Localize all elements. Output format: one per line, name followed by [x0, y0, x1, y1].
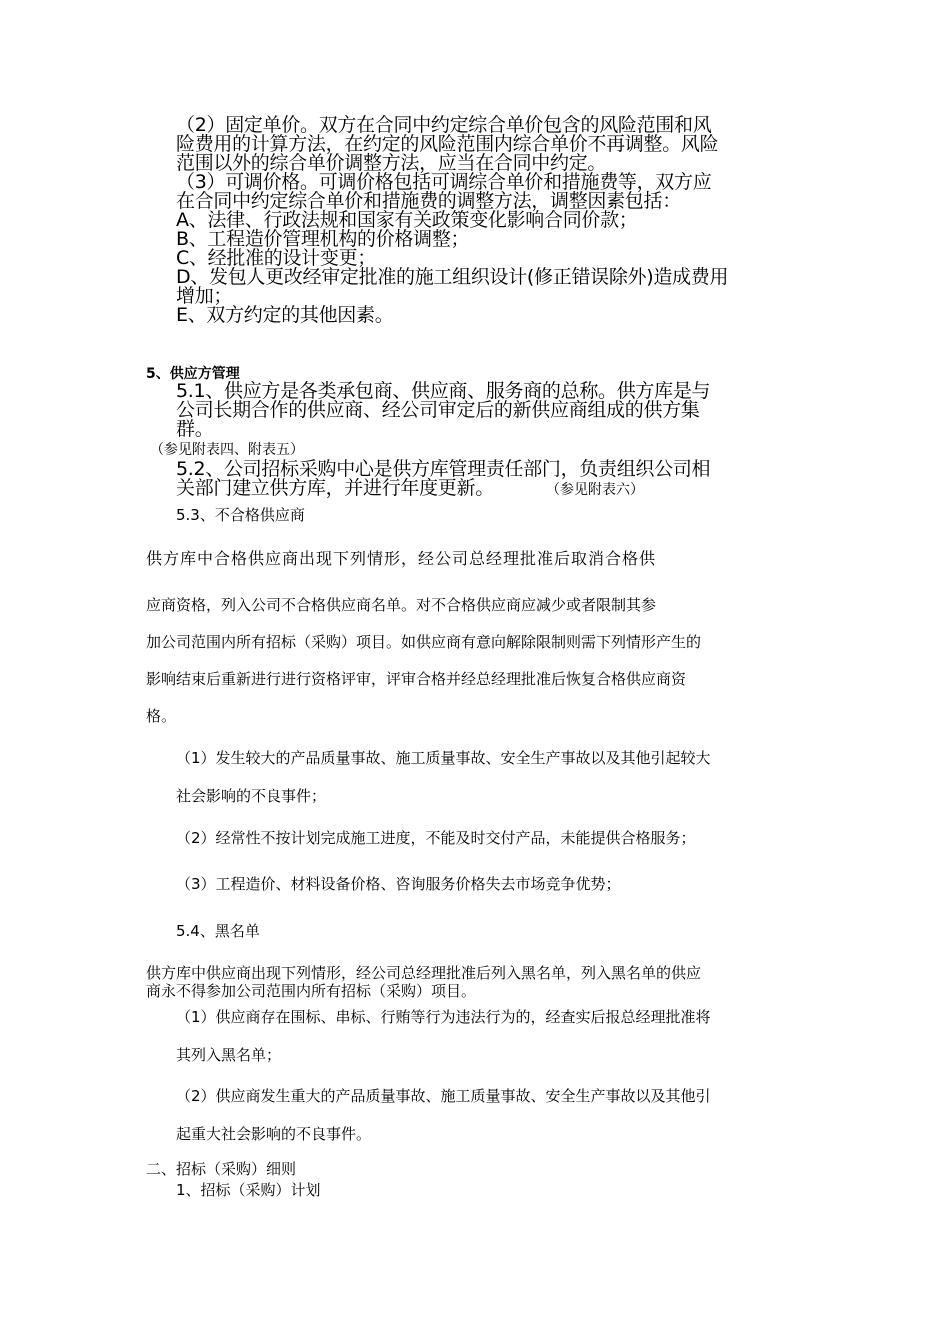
factor-c: C、经批准的设计变更； [176, 247, 376, 269]
para-5-3-line-3: 加公司范围内所有招标（采购）项目。如供应商有意向解除限制则需下列情形产生的 [146, 633, 702, 651]
item-5-4-2-line-1: （2）供应商发生重大的产品质量事故、施工质量事故、安全生产事故以及其他引 [176, 1087, 711, 1105]
para-5-2-line-2: 关部门建立供方库，并进行年度更新。 [176, 477, 494, 499]
clause-fixed-price-line-3: 范围以外的综合单价调整方法，应当在合同中约定。 [176, 152, 607, 174]
factor-b: B、工程造价管理机构的价格调整； [176, 228, 470, 250]
para-5-1-line-2: 公司长期合作的供应商、经公司审定后的新供应商组成的供方集 [176, 399, 700, 421]
clause-fixed-price-line-2: 险费用的计算方法，在约定的风险范围内综合单价不再调整。风险 [176, 133, 719, 155]
factor-e: E、双方约定的其他因素。 [176, 304, 394, 326]
item-5-3-2: （2）经常性不按计划完成施工进度，不能及时交付产品，未能提供合格服务； [176, 829, 696, 847]
para-5-2-reference: （参见附表六） [546, 482, 644, 498]
factor-d-line-1: D、发包人更改经审定批准的施工组织设计(修正错误除外)造成费用 [176, 266, 729, 288]
para-5-1-line-1: 5.1、供应方是各类承包商、供应商、服务商的总称。供方库是与 [176, 380, 711, 402]
para-5-3-line-1: 供方库中合格供应商出现下列情形，经公司总经理批准后取消合格供 [146, 549, 657, 568]
item-5-3-3: （3）工程造价、材料设备价格、咨询服务价格失去市场竞争优势； [176, 875, 621, 893]
factor-a: A、法律、行政法规和国家有关政策变化影响合同价款； [176, 209, 638, 231]
clause-adjustable-price-line-1: （3）可调价格。可调价格包括可调综合单价和措施费等，双方应 [176, 171, 712, 193]
item-5-4-2-line-2: 起重大社会影响的不良事件。 [176, 1125, 372, 1143]
heading-5-3: 5.3、不合格供应商 [176, 506, 305, 524]
heading-5-4: 5.4、黑名单 [176, 922, 260, 940]
para-5-1-line-3: 群。 [176, 418, 214, 440]
item-5-4-1-line-1: （1）供应商存在围标、串标、行贿等行为违法行为的，经查实后报总经理批准将 [176, 1008, 711, 1026]
para-5-3-line-2: 应商资格，列入公司不合格供应商名单。对不合格供应商应减少或者限制其参 [146, 596, 657, 614]
section-2-sub-1: 1、招标（采购）计划 [176, 1181, 321, 1199]
para-5-2-line-1: 5.2、公司招标采购中心是供方库管理责任部门，负责组织公司相 [176, 458, 711, 480]
para-5-3-line-5: 格。 [146, 707, 177, 725]
item-5-3-1-line-1: （1）发生较大的产品质量事故、施工质量事故、安全生产事故以及其他引起较大 [176, 749, 711, 767]
section-2-heading: 二、招标（采购）细则 [146, 1160, 297, 1178]
para-5-1-reference: （参见附表四、附表五） [150, 442, 304, 458]
para-5-4-line-1: 供方库中供应商出现下列情形，经公司总经理批准后列入黑名单，列入黑名单的供应 [146, 964, 702, 982]
clause-fixed-price-line-1: （2）固定单价。双方在合同中约定综合单价包含的风险范围和风 [176, 114, 712, 136]
factor-d-line-2: 增加； [176, 285, 233, 307]
para-5-3-line-4: 影响结束后重新进行进行资格评审，评审合格并经总经理批准后恢复合格供应商资 [146, 670, 687, 688]
section-5-heading: 5、供应方管理 [146, 366, 240, 382]
clause-adjustable-price-line-2: 在合同中约定综合单价和措施费的调整方法，调整因素包括： [176, 190, 681, 212]
item-5-4-1-line-2: 其列入黑名单； [176, 1046, 282, 1064]
item-5-3-1-line-2: 社会影响的不良事件； [176, 787, 327, 805]
para-5-4-line-2: 商永不得参加公司范围内所有招标（采购）项目。 [146, 982, 477, 1000]
